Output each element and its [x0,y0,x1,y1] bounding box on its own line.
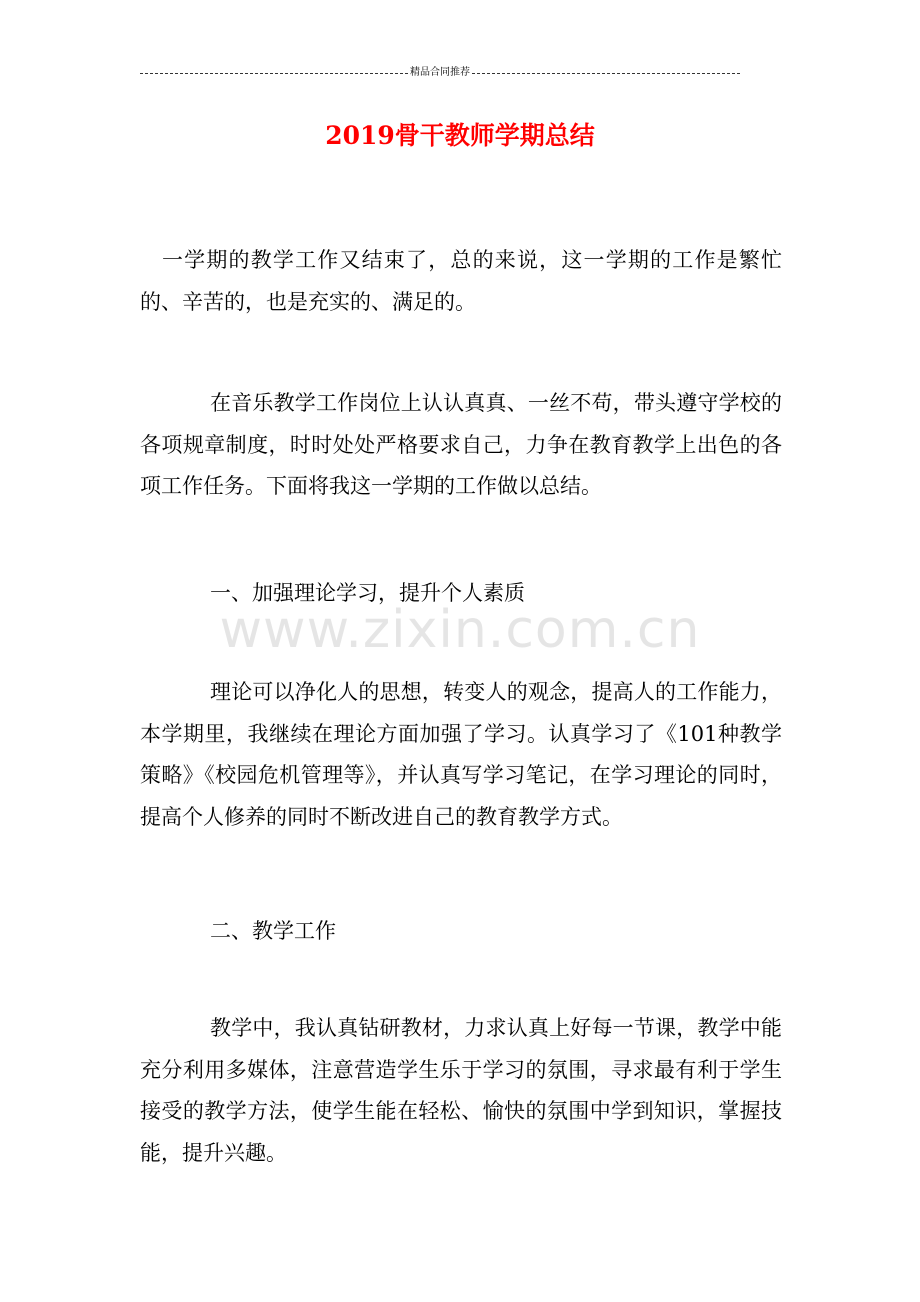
paragraph-overview: 在音乐教学工作岗位上认认真真、一丝不苟，带头遵守学校的各项规章制度，时时处处严格要求自己，力争在教育教学上出色的各项工作任务。下面将我这一学期的工作做以总结。 [140,391,782,498]
header-label: 精品合同推荐 [410,67,470,78]
header-dash-left [140,73,408,74]
paragraph-intro: 一学期的教学工作又结束了，总的来说，这一学期的工作是繁忙的、辛苦的，也是充实的、满足的。 [140,248,782,314]
watermark: www.zixin.com.cn [219,600,701,660]
section-heading-teaching: 二、教学工作 [210,919,336,943]
header-dash-right [472,73,740,74]
section-heading-theory: 一、加强理论学习，提升个人素质 [210,581,525,605]
header-rule [140,66,740,80]
document-title: 2019骨干教师学期总结 [325,121,595,150]
paragraph-theory: 理论可以净化人的思想，转变人的观念，提高人的工作能力，本学期里，我继续在理论方面加强了学习。认真学习了《101种教学策略》《校园危机管理等》，并认真写学习笔记，在学习理论的同时，提高个人修养的同时不断改进自己的教育教学方式。 [140,680,782,829]
paragraph-teaching: 教学中，我认真钻研教材，力求认真上好每一节课，教学中能充分利用多媒体，注意营造学生乐于学习的氛围，寻求最有利于学生接受的教学方法，使学生能在轻松、愉快的氛围中学到知识，掌握技能，提升兴趣。 [140,1016,782,1165]
